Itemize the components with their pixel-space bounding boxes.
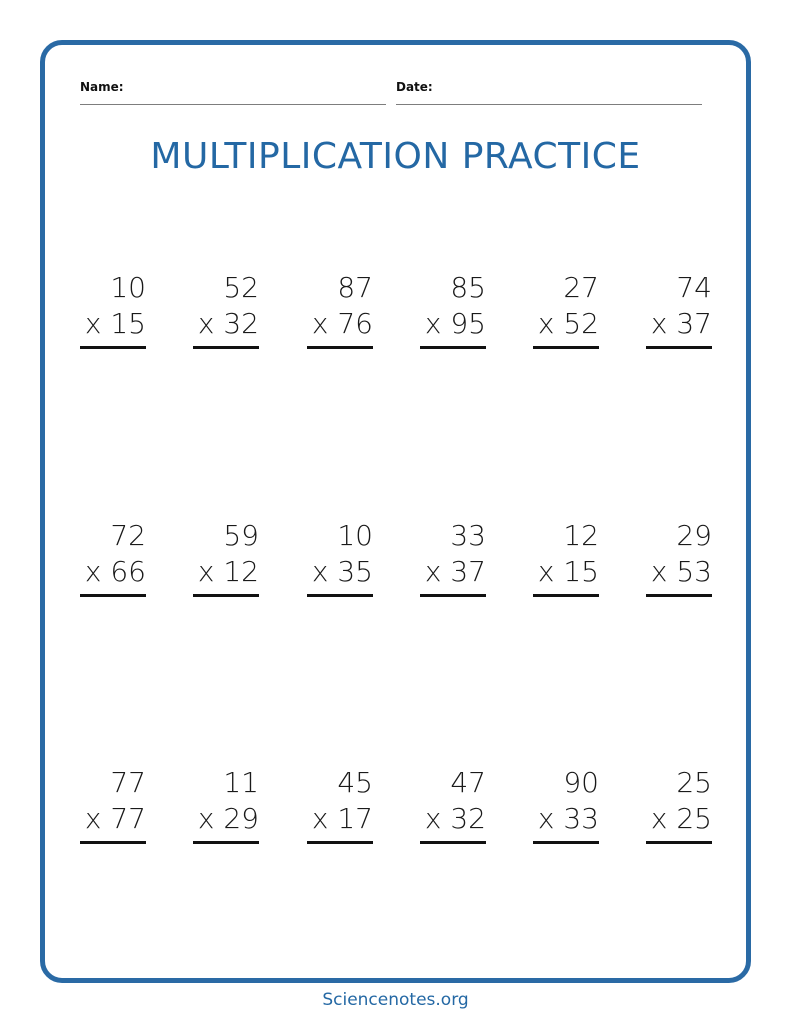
multiplier: x 17 [311,802,373,835]
answer-line [80,594,146,597]
problem-3-1 [80,765,146,844]
problem-3-6 [646,765,712,844]
name-label: Name: [80,80,124,94]
answer-line [533,346,599,349]
multiplier: x 53 [650,555,712,588]
multiplier: x 15 [537,555,599,588]
page-title: MULTIPLICATION PRACTICE [150,136,641,177]
problem-3-2 [193,765,259,844]
answer-line [307,346,373,349]
multiplier: x 32 [424,802,486,835]
problem-2-2 [193,518,259,597]
multiplicand: 10 [110,271,146,304]
problem-2-6 [646,518,712,597]
answer-line [193,346,259,349]
problem-1-1 [80,270,146,349]
multiplier: x 25 [650,802,712,835]
multiplier: x 37 [650,307,712,340]
answer-line [80,841,146,844]
answer-line [646,841,712,844]
footer-site-link[interactable]: Sciencenotes.org [322,990,469,1010]
problem-2-5 [533,518,599,597]
answer-line [307,594,373,597]
multiplier: x 35 [311,555,373,588]
answer-line [80,346,146,349]
problem-1-6 [646,270,712,349]
answer-line [420,346,486,349]
multiplier: x 76 [311,307,373,340]
multiplier: x 95 [424,307,486,340]
problem-2-1 [80,518,146,597]
problem-3-4 [420,765,486,844]
answer-line [420,594,486,597]
worksheet-border [40,40,751,983]
answer-line [420,841,486,844]
multiplicand: 10 [337,519,373,552]
multiplicand: 59 [223,519,259,552]
multiplier: x 77 [84,802,146,835]
multiplicand: 12 [563,519,599,552]
multiplicand: 52 [223,271,259,304]
multiplicand: 27 [563,271,599,304]
multiplicand: 33 [450,519,486,552]
answer-line [533,841,599,844]
name-field[interactable] [80,78,386,105]
problem-3-3 [307,765,373,844]
multiplicand: 87 [337,271,373,304]
multiplier: x 32 [197,307,259,340]
answer-line [646,594,712,597]
multiplier: x 12 [197,555,259,588]
multiplicand: 74 [676,271,712,304]
multiplicand: 77 [110,766,146,799]
multiplier: x 29 [197,802,259,835]
problem-1-5 [533,270,599,349]
problem-2-3 [307,518,373,597]
multiplicand: 25 [676,766,712,799]
multiplier: x 52 [537,307,599,340]
multiplicand: 45 [337,766,373,799]
answer-line [193,841,259,844]
problem-2-4 [420,518,486,597]
multiplicand: 85 [450,271,486,304]
multiplicand: 72 [110,519,146,552]
multiplier: x 15 [84,307,146,340]
problem-3-5 [533,765,599,844]
problem-1-3 [307,270,373,349]
multiplicand: 47 [450,766,486,799]
multiplier: x 66 [84,555,146,588]
answer-line [533,594,599,597]
multiplier: x 33 [537,802,599,835]
date-field[interactable] [396,78,702,105]
multiplier: x 37 [424,555,486,588]
multiplicand: 90 [563,766,599,799]
answer-line [646,346,712,349]
multiplicand: 11 [223,766,259,799]
problem-1-2 [193,270,259,349]
date-label: Date: [396,80,433,94]
answer-line [307,841,373,844]
problem-1-4 [420,270,486,349]
multiplicand: 29 [676,519,712,552]
answer-line [193,594,259,597]
